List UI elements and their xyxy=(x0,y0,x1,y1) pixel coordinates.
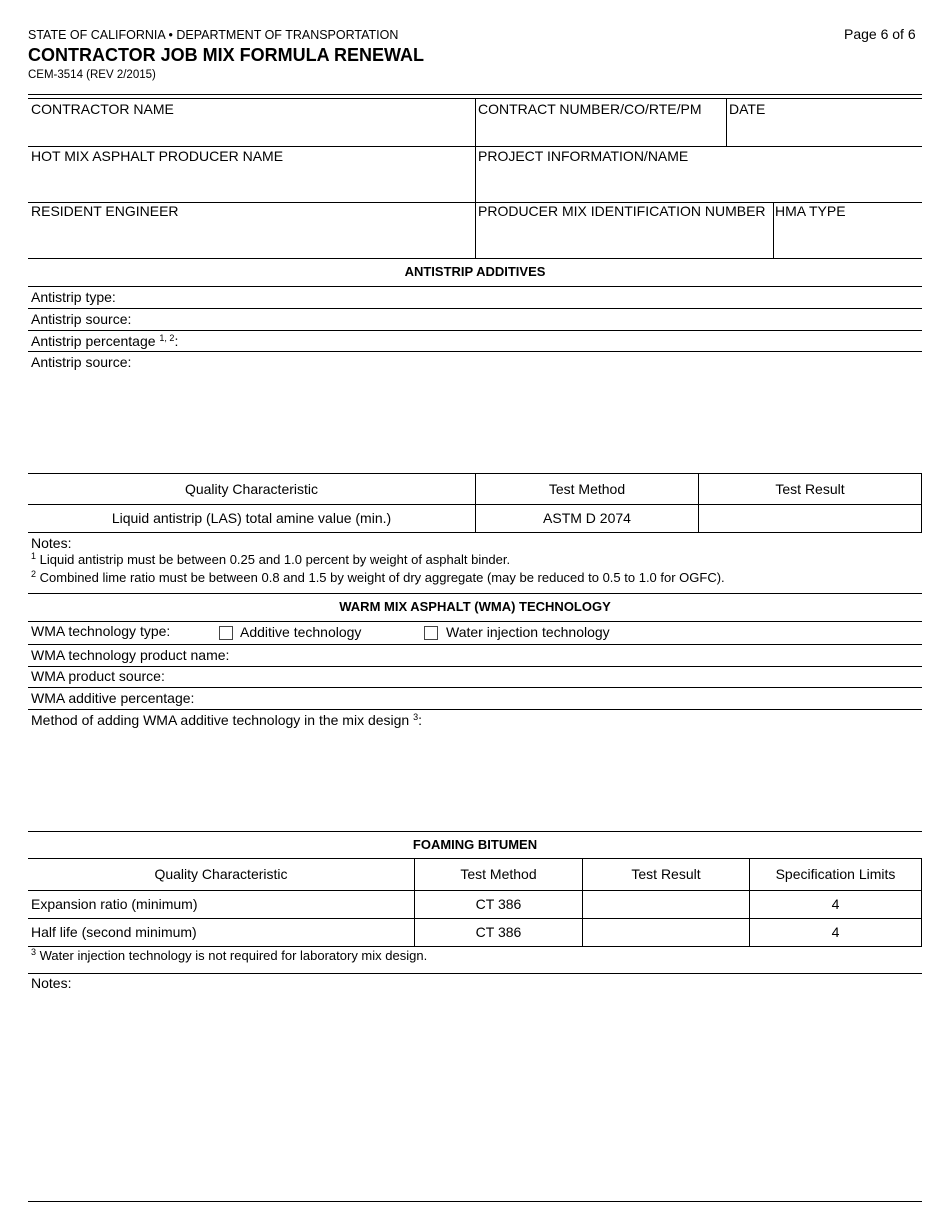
wma-rule-0 xyxy=(28,621,922,622)
as-header-characteristic: Quality Characteristic xyxy=(184,481,319,497)
date-field[interactable] xyxy=(727,118,921,145)
antistrip-heading: ANTISTRIP ADDITIVES xyxy=(404,264,546,279)
contract-number-label: CONTRACT NUMBER/CO/RTE/PM xyxy=(478,101,702,117)
wma-method-field[interactable] xyxy=(28,730,921,828)
as-row-result-field[interactable] xyxy=(699,505,921,531)
foaming-rule-top xyxy=(28,831,922,832)
additive-technology-checkbox[interactable] xyxy=(219,626,233,640)
wma-product-name-field[interactable] xyxy=(235,645,920,665)
page-bottom-rule xyxy=(28,1201,922,1202)
contract-number-field[interactable] xyxy=(476,118,725,145)
fb-table-bottom xyxy=(28,946,922,947)
wma-heading: WARM MIX ASPHALT (WMA) TECHNOLOGY xyxy=(339,599,611,614)
hma-type-label: HMA TYPE xyxy=(775,203,846,219)
grid-rule-3 xyxy=(28,258,922,259)
as-row-characteristic: Liquid antistrip (LAS) total amine value (min.) xyxy=(111,510,392,526)
form-title: CONTRACTOR JOB MIX FORMULA RENEWAL xyxy=(28,45,424,65)
wma-method-label xyxy=(31,712,422,728)
note-1-sup: 1 xyxy=(31,551,37,561)
note-2-sup: 2 xyxy=(31,569,37,579)
as-header-result: Test Result xyxy=(775,481,845,497)
foaming-footnote xyxy=(31,948,427,964)
wma-rule-4 xyxy=(28,709,922,710)
antistrip-type-label: Antistrip type: xyxy=(31,289,116,305)
note-2-text: Combined lime ratio must be between 0.8 and 1.5 by weight of dry aggregate (may be reduced to 0.5 to 1.0 for OGFC). xyxy=(39,570,725,585)
as-row-method: ASTM D 2074 xyxy=(543,510,631,526)
resident-engineer-label: RESIDENT ENGINEER xyxy=(31,203,179,219)
antistrip-note-1 xyxy=(31,552,510,568)
antistrip-type-field[interactable] xyxy=(120,287,920,307)
wma-rule-top xyxy=(28,593,922,594)
foaming-footnote-sup: 3 xyxy=(31,947,37,957)
fb-table-head-bottom xyxy=(28,890,922,891)
wma-additive-pct-field[interactable] xyxy=(200,688,920,708)
foaming-notes-rule xyxy=(28,973,922,974)
wma-type-label: WMA technology type: xyxy=(31,623,171,639)
antistrip-source-label: Antistrip source: xyxy=(31,311,132,327)
wma-product-name-label: WMA technology product name: xyxy=(31,647,230,663)
fb-row2-limit: 4 xyxy=(831,924,840,940)
resident-engineer-field[interactable] xyxy=(28,220,474,257)
wma-additive-pct-label: WMA additive percentage: xyxy=(31,690,195,706)
fb-row1-result-field[interactable] xyxy=(583,891,749,917)
project-info-field[interactable] xyxy=(476,165,921,201)
contractor-name-label: CONTRACTOR NAME xyxy=(31,101,174,117)
wma-method-text: Method of adding WMA additive technology in the mix design xyxy=(31,712,410,728)
contractor-name-field[interactable] xyxy=(28,118,474,145)
wma-method-sup: 3 xyxy=(413,712,419,722)
hma-type-field[interactable] xyxy=(774,220,921,257)
fb-table-top xyxy=(28,858,922,859)
producer-mix-id-label: PRODUCER MIX IDENTIFICATION NUMBER xyxy=(478,203,766,219)
fb-table-row1-bottom xyxy=(28,918,922,919)
project-info-label: PROJECT INFORMATION/NAME xyxy=(478,148,689,164)
fb-header-limits: Specification Limits xyxy=(775,866,896,882)
top-rule-1 xyxy=(28,94,922,95)
antistrip-source2-label: Antistrip source: xyxy=(31,354,132,370)
wma-product-source-label: WMA product source: xyxy=(31,668,165,684)
note-1-text: Liquid antistrip must be between 0.25 and 1.0 percent by weight of asphalt binder. xyxy=(39,552,511,567)
antistrip-notes-label: Notes: xyxy=(31,535,72,551)
agency-line: STATE OF CALIFORNIA • DEPARTMENT OF TRANSPORTATION xyxy=(28,28,399,42)
antistrip-percentage-label xyxy=(31,333,178,349)
grid-divider-date xyxy=(726,98,727,146)
fb-row2-method: CT 386 xyxy=(475,924,522,940)
page-number: Page 6 of 6 xyxy=(844,26,916,42)
antistrip-source2-field[interactable] xyxy=(28,372,921,470)
wma-method-colon: : xyxy=(418,712,423,728)
antistrip-percentage-text: Antistrip percentage xyxy=(31,333,156,349)
fb-row1-limit: 4 xyxy=(831,896,840,912)
wma-product-source-field[interactable] xyxy=(170,667,920,687)
antistrip-percentage-colon: : xyxy=(174,333,179,349)
antistrip-rule-3 xyxy=(28,351,922,352)
antistrip-source-field[interactable] xyxy=(135,309,920,329)
fb-header-method: Test Method xyxy=(460,866,537,882)
as-table-col-end xyxy=(921,473,922,532)
foaming-notes-field[interactable] xyxy=(28,993,921,1198)
hma-producer-field[interactable] xyxy=(28,165,474,201)
antistrip-percentage-sup: 1, 2 xyxy=(159,333,175,343)
hma-producer-label: HOT MIX ASPHALT PRODUCER NAME xyxy=(31,148,284,164)
additive-technology-label: Additive technology xyxy=(240,624,362,640)
foaming-footnote-text: Water injection technology is not required for laboratory mix design. xyxy=(39,948,428,963)
fb-row1-method: CT 386 xyxy=(475,896,522,912)
fb-row2-result-field[interactable] xyxy=(583,919,749,945)
producer-mix-id-field[interactable] xyxy=(476,220,772,257)
grid-rule-1 xyxy=(28,146,922,147)
water-injection-label: Water injection technology xyxy=(446,624,610,640)
date-label: DATE xyxy=(729,101,766,117)
fb-header-characteristic: Quality Characteristic xyxy=(154,866,288,882)
as-table-bottom xyxy=(28,532,922,533)
fb-col-end xyxy=(921,858,922,946)
foaming-heading: FOAMING BITUMEN xyxy=(412,837,538,852)
antistrip-note-2 xyxy=(31,570,725,586)
fb-header-result: Test Result xyxy=(631,866,701,882)
antistrip-percentage-field[interactable] xyxy=(185,331,920,351)
fb-row1-characteristic: Expansion ratio (minimum) xyxy=(31,896,198,912)
water-injection-checkbox[interactable] xyxy=(424,626,438,640)
form-number: CEM-3514 (REV 2/2015) xyxy=(28,69,156,81)
as-header-method: Test Method xyxy=(548,481,626,497)
fb-row2-characteristic: Half life (second minimum) xyxy=(31,924,197,940)
foaming-notes-label: Notes: xyxy=(31,975,72,991)
